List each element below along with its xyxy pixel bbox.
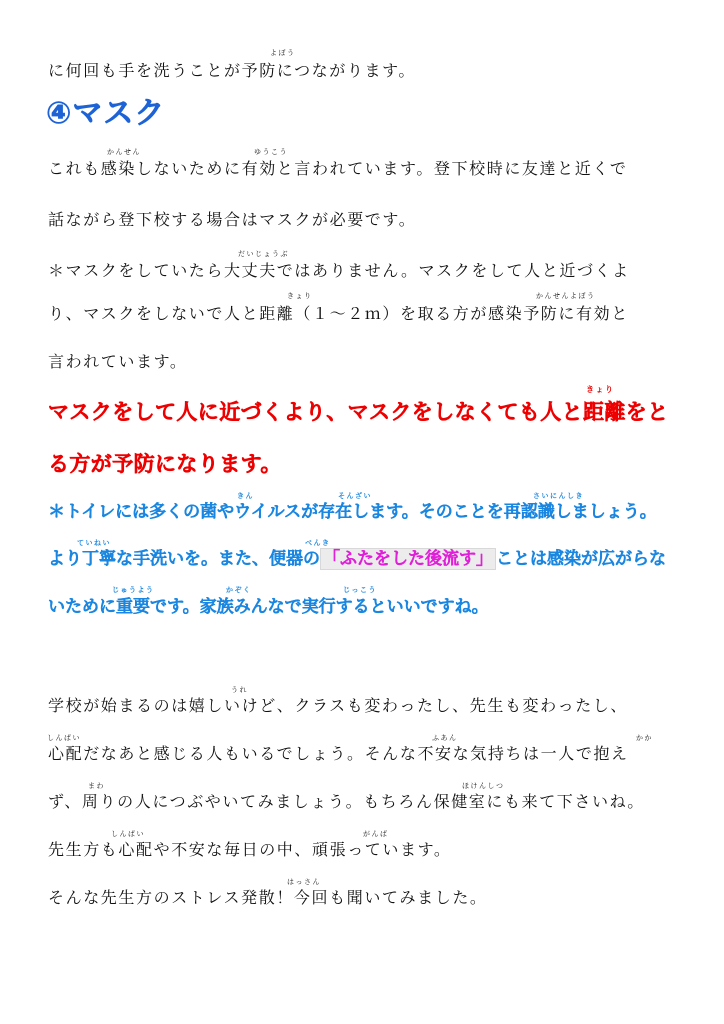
body-text-line: 先生方も心配や不安な毎日の中、頑張っています。 [48,840,452,859]
furigana: ていねい [77,539,111,547]
furigana: そんざい [338,492,372,500]
furigana: じゅうよう [112,586,155,594]
furigana: ほけんしつ [462,782,505,790]
furigana: かんせんよぼう [536,292,596,300]
furigana: はっさん [287,878,321,886]
furigana: かぞく [226,586,252,594]
furigana: きょり [287,292,313,300]
furigana: さいにんしき [533,492,584,500]
furigana: うれ [231,686,248,694]
highlighted-phrase: 「ふたをした後流す」 [320,548,496,570]
furigana: ふあん [432,734,458,742]
emphasis-red-line: マスクをして人に近づくより、マスクをしなくても人と距離をと [48,400,669,424]
body-text-line: 話ながら登下校する場合はマスクが必要です。 [48,210,417,229]
body-text-line: これも感染しないために有効と言われています。登下校時に友達と近くで [48,159,628,178]
furigana: しんぱい [111,830,145,838]
furigana: きん [237,492,254,500]
furigana: きょり [586,385,615,394]
body-text-line: り、マスクをしないで人と距離（１～２ｍ）を取る方が感染予防に有効と [48,304,629,323]
section-heading-mask: ④マスク [46,96,166,131]
note-blue-line: ＊トイレには多くの菌やウイルスが存在します。そのことを再認識しましょう。 [48,502,657,522]
furigana: かか [636,734,653,742]
furigana: ゆうこう [254,148,288,156]
body-text-line: ず、周りの人につぶやいてみましょう。もちろん保健室にも来て下さいね。 [48,792,645,811]
body-text-line: ＊マスクをしていたら大丈夫ではありません。マスクをして人と近づくよ [48,261,630,280]
body-text-line: に何回も手を洗うことが予防につながります。 [48,61,417,80]
body-text-line: 心配だなあと感じる人もいるでしょう。そんな不安な気持ちは一人で抱え [48,744,629,763]
furigana: まわ [88,782,105,790]
furigana: べんき [305,539,331,547]
furigana: だいじょうぶ [238,250,289,258]
body-text-line: 学校が始まるのは嬉しいけど、クラスも変わったし、先生も変わったし、 [48,696,629,715]
body-text-line: そんな先生方のストレス発散！今回も聞いてみました。 [48,888,488,907]
furigana: がんば [363,830,389,838]
body-text-line: 言われています。 [48,352,188,371]
note-text: より丁寧な手洗いを。また、便器の [48,549,320,569]
emphasis-red-line: る方が予防になります。 [48,452,282,476]
note-text: ことは感染が広がらな [496,549,666,569]
furigana: かんせん [107,148,141,156]
note-blue-line [48,547,666,571]
furigana: じっこう [343,586,377,594]
furigana: よぼう [270,49,296,57]
note-blue-line: いために重要です。家族みんなで実行するといいですね。 [48,597,489,617]
furigana: しんぱい [47,734,81,742]
